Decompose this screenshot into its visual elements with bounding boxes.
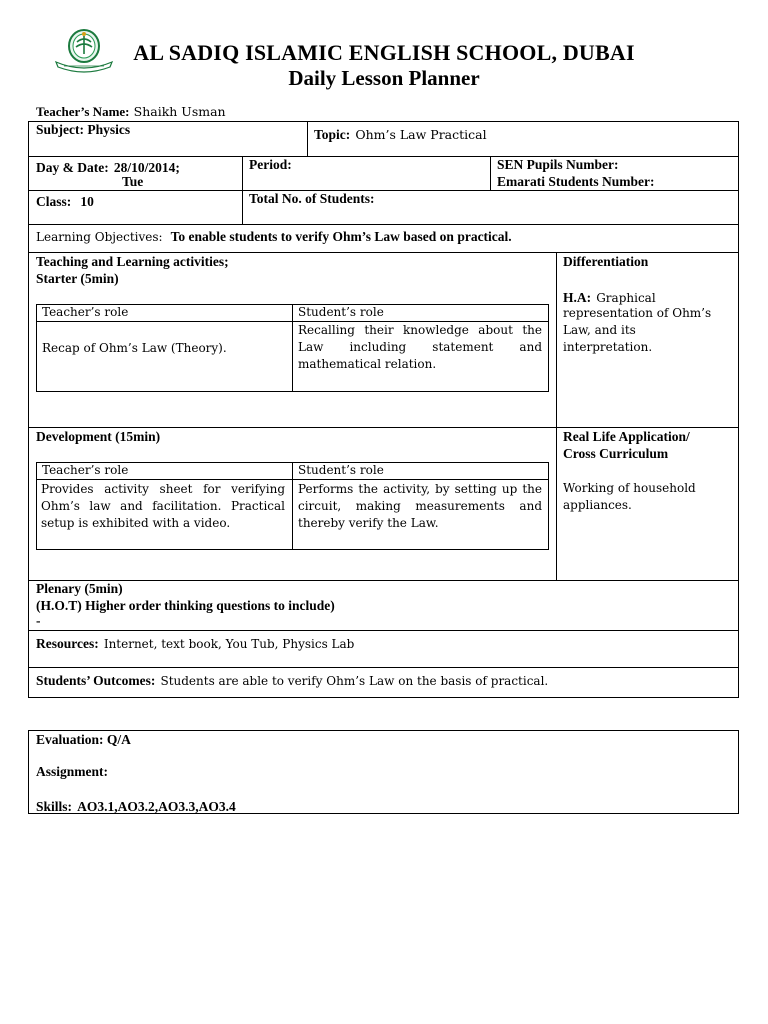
day-date-label: Day & Date:	[36, 160, 109, 175]
real-life-heading: Real Life Application/	[563, 429, 690, 444]
topic-value: Ohm’s Law Practical	[355, 127, 487, 142]
starter-teacher-role: Recap of Ohm’s Law (Theory).	[42, 341, 227, 355]
starter-student-role-header: Student’s role	[298, 305, 384, 319]
learning-objectives	[36, 226, 512, 246]
ha-text-line-4: interpretation.	[563, 340, 653, 354]
starter-teacher-role-header: Teacher’s role	[42, 305, 129, 319]
starter-heading: Starter (5min)	[36, 271, 119, 286]
school-name: AL SADIQ ISLAMIC ENGLISH SCHOOL, DUBAI	[133, 40, 635, 65]
evaluation-field: Evaluation: Q/A	[36, 732, 131, 747]
resources-value: Internet, text book, You Tub, Physics Lab	[103, 637, 355, 651]
plenary-heading: Plenary (5min)	[36, 581, 123, 596]
teacher-name	[36, 104, 226, 120]
development-heading: Development (15min)	[36, 429, 161, 444]
skills-label: Skills:	[36, 799, 73, 814]
students-outcomes-field	[36, 670, 548, 690]
day-value: Tue	[122, 174, 144, 189]
total-students-field: Total No. of Students:	[249, 191, 375, 206]
ha-text-line-2: representation of Ohm’s	[563, 306, 712, 320]
starter-student-role: Recalling their knowledge about the Law including statement and mathematical relation.	[298, 323, 542, 371]
hot-questions: (H.O.T) Higher order thinking questions to include)	[36, 598, 335, 613]
differentiation-ha	[563, 287, 656, 307]
skills-field	[36, 796, 236, 815]
resources-label: Resources:	[36, 636, 99, 651]
column-divider	[307, 121, 308, 156]
development-teacher-role: Provides activity sheet for verifying Ohm’s law and facilitation. Practical setup is exhibited with a video.	[41, 482, 285, 530]
outcomes-value: Students are able to verify Ohm’s Law on the basis of practical.	[160, 674, 549, 688]
class-value: 10	[80, 194, 94, 209]
class-field	[36, 191, 94, 210]
teacher-name-label: Teacher’s Name:	[36, 104, 130, 119]
ha-text-line-1: Graphical	[596, 291, 656, 305]
day-date-field	[36, 157, 180, 176]
row-divider	[28, 224, 739, 225]
learning-objectives-label: Learning Objectives:	[36, 230, 163, 244]
row-divider	[28, 667, 739, 668]
topic-label: Topic:	[314, 127, 351, 142]
document-title: Daily Lesson Planner	[288, 66, 480, 90]
resources-field	[36, 633, 354, 653]
teacher-name-value: Shaikh Usman	[133, 104, 226, 119]
plenary-dash: -	[36, 613, 41, 628]
column-divider	[490, 156, 491, 190]
learning-objectives-value: To enable students to verify Ohm’s Law based on practical.	[170, 229, 512, 244]
column-divider	[242, 156, 243, 224]
row-divider	[28, 252, 739, 253]
period-field: Period:	[249, 157, 292, 172]
row-divider	[28, 580, 739, 581]
teaching-activities-heading: Teaching and Learning activities;	[36, 254, 229, 269]
assignment-field: Assignment:	[36, 764, 109, 779]
ha-label: H.A:	[563, 290, 592, 305]
development-student-role: Performs the activity, by setting up the circuit, making measurements and thereby verify the Law.	[298, 482, 542, 530]
skills-value: AO3.1,AO3.2,AO3.3,AO3.4	[77, 799, 236, 814]
outcomes-label: Students’ Outcomes:	[36, 673, 156, 688]
cross-curriculum-heading: Cross Curriculum	[563, 446, 669, 461]
column-divider	[556, 252, 557, 580]
day-date-value: 28/10/2014;	[113, 160, 180, 175]
subject-field: Subject: Physics	[36, 122, 131, 137]
row-divider	[28, 427, 739, 428]
topic-field	[314, 124, 487, 143]
differentiation-heading: Differentiation	[563, 254, 649, 269]
real-life-text-line-1: Working of household	[563, 481, 696, 495]
row-divider	[28, 630, 739, 631]
sen-pupils-field: SEN Pupils Number:	[497, 157, 619, 172]
row-divider	[28, 190, 739, 191]
class-label: Class:	[36, 194, 72, 209]
table-divider	[292, 462, 293, 550]
development-student-role-header: Student’s role	[298, 463, 384, 477]
table-divider	[292, 304, 293, 392]
real-life-text-line-2: appliances.	[563, 498, 632, 512]
development-teacher-role-header: Teacher’s role	[42, 463, 129, 477]
emarati-students-field: Emarati Students Number:	[497, 174, 655, 189]
ha-text-line-3: Law, and its	[563, 323, 636, 337]
